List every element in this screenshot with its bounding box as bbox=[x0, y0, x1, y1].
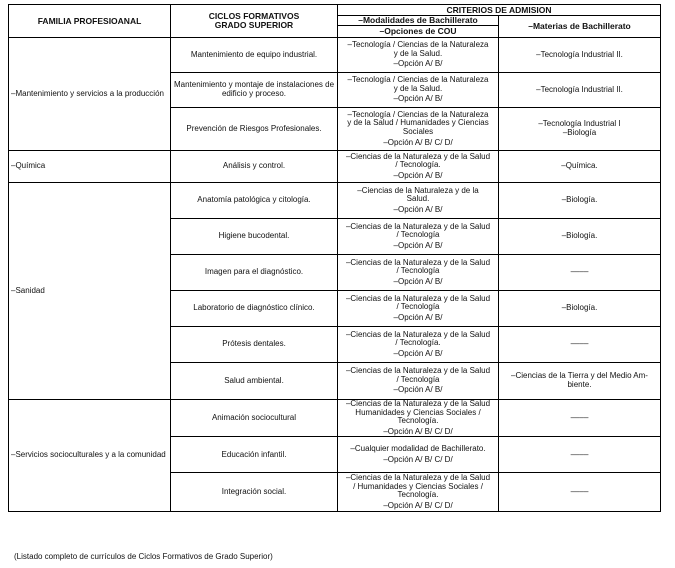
modalidad-line: –Ciencias de la Naturaleza y de la Salud bbox=[345, 221, 491, 231]
materia-line: biente. bbox=[567, 380, 592, 389]
opcion-cou: –Opción A/ B/ bbox=[393, 204, 443, 214]
materia-line: –Biología. bbox=[561, 231, 598, 241]
modalidad-line: Tecnología. bbox=[397, 416, 439, 426]
modalidad-line: –Tecnología / Ciencias de la Naturaleza bbox=[347, 40, 489, 50]
opcion-cou: –Opción A/ B/ bbox=[393, 59, 443, 69]
opcion-cou: –Opción A/ B/ C/ D/ bbox=[383, 454, 453, 464]
header-materias: –Materias de Bachillerato bbox=[499, 16, 661, 38]
materia-cell bbox=[499, 219, 661, 255]
modalidad-line: –Ciencias de la Naturaleza y de la Salud bbox=[345, 473, 491, 483]
opcion-cou: –Opción A/ B/ C/ D/ bbox=[383, 500, 453, 510]
materia-cell bbox=[499, 255, 661, 291]
modalidad-line: –Ciencias de la Naturaleza y de la bbox=[357, 185, 479, 195]
materia-cell bbox=[499, 108, 661, 151]
table-body bbox=[9, 38, 661, 512]
modalidad-cell bbox=[338, 73, 499, 108]
materia-line: –––– bbox=[570, 449, 589, 459]
materia-line: –Biología. bbox=[561, 303, 598, 313]
ciclo-cell: Anatomía patológica y citología. bbox=[171, 183, 338, 219]
modalidad-cell bbox=[338, 255, 499, 291]
familia-cell: –Servicios socioculturales y a la comunidad bbox=[9, 400, 171, 512]
modalidad-cell bbox=[338, 327, 499, 363]
modalidad-line: / Humanidades y Ciencias Sociales / bbox=[353, 481, 483, 491]
familia-cell: –Sanidad bbox=[9, 183, 171, 400]
opcion-cou: –Opción A/ B/ bbox=[393, 385, 443, 395]
materia-line: –––– bbox=[570, 412, 589, 422]
materia-cell bbox=[499, 291, 661, 327]
materia-line: –Ciencias de la Tierra y del Medio Am- bbox=[511, 371, 648, 381]
modalidad-line: –Ciencias de la Naturaleza y de la Salud bbox=[345, 257, 491, 267]
modalidad-line: / Tecnología. bbox=[395, 338, 441, 348]
modalidad-line: –Ciencias de la Naturaleza y de la Salud bbox=[345, 399, 491, 408]
materia-cell bbox=[499, 151, 661, 183]
materia-cell bbox=[499, 38, 661, 73]
modalidad-line: / Tecnología bbox=[396, 266, 440, 276]
ciclo-cell: Salud ambiental. bbox=[171, 363, 338, 400]
opcion-cou: –Opción A/ B/ C/ D/ bbox=[383, 137, 453, 147]
ciclo-cell: Higiene bucodental. bbox=[171, 219, 338, 255]
materia-line: –Biología bbox=[562, 128, 597, 137]
ciclo-cell: Animación sociocultural bbox=[171, 400, 338, 437]
ciclo-cell: Mantenimiento y montaje de instalaciones de edificio y proceso. bbox=[171, 73, 338, 108]
header-ciclos-line1: CICLOS FORMATIVOS bbox=[208, 11, 300, 22]
modalidad-line: Sociales bbox=[402, 127, 434, 136]
modalidad-line: –Ciencias de la Naturaleza y de la Salud bbox=[345, 366, 491, 376]
modalidad-line: Salud. bbox=[406, 194, 430, 204]
materia-cell bbox=[499, 437, 661, 473]
modalidad-line: –Ciencias de la Naturaleza y de la Salud bbox=[345, 329, 491, 339]
modalidad-cell bbox=[338, 473, 499, 512]
header-opciones: –Opciones de COU bbox=[338, 26, 499, 38]
materia-line: –––– bbox=[570, 487, 589, 497]
materia-cell bbox=[499, 73, 661, 108]
opcion-cou: –Opción A/ B/ bbox=[393, 276, 443, 286]
ciclo-cell: Imagen para el diagnóstico. bbox=[171, 255, 338, 291]
modalidad-cell bbox=[338, 151, 499, 183]
materia-cell bbox=[499, 327, 661, 363]
table-row bbox=[9, 400, 661, 437]
opcion-cou: –Opción A/ B/ bbox=[393, 312, 443, 322]
ciclo-cell: Prevención de Riesgos Profesionales. bbox=[171, 108, 338, 151]
modalidad-line: / Tecnología bbox=[396, 230, 440, 240]
opcion-cou: –Opción A/ B/ bbox=[393, 170, 443, 180]
modalidad-cell bbox=[338, 108, 499, 151]
materia-cell bbox=[499, 363, 661, 400]
header-modalidades: –Modalidades de Bachillerato bbox=[338, 16, 499, 26]
header-criterios: CRITERIOS DE ADMISION bbox=[338, 5, 661, 16]
table-row bbox=[9, 38, 661, 73]
modalidad-line: Tecnología. bbox=[397, 490, 439, 500]
header-ciclos-line2: GRADO SUPERIOR bbox=[214, 20, 294, 30]
opcion-cou: –Opción A/ B/ bbox=[393, 348, 443, 358]
modalidad-line: / Tecnología. bbox=[395, 160, 441, 170]
materia-cell bbox=[499, 400, 661, 437]
materia-line: –Tecnología Industrial II. bbox=[536, 49, 623, 59]
modalidad-line: –Tecnología / Ciencias de la Naturaleza bbox=[347, 109, 489, 119]
header-ciclos bbox=[171, 5, 338, 38]
modalidad-line: –Ciencias de la Naturaleza y de la Salud bbox=[345, 293, 491, 303]
modalidad-line: y de la Salud. bbox=[393, 83, 443, 93]
modalidad-cell bbox=[338, 363, 499, 400]
modalidad-cell bbox=[338, 291, 499, 327]
ciclo-cell: Mantenimiento de equipo industrial. bbox=[171, 38, 338, 73]
modalidad-line: –Cualquier modalidad de Bachillerato. bbox=[350, 444, 486, 454]
materia-line: –––– bbox=[570, 339, 589, 349]
materia-cell bbox=[499, 183, 661, 219]
materia-line: –Tecnología Industrial I bbox=[538, 119, 621, 129]
modalidad-cell bbox=[338, 400, 499, 437]
familia-cell: –Química bbox=[9, 151, 171, 183]
modalidad-line: –Ciencias de la Naturaleza y de la Salud bbox=[345, 151, 491, 161]
familia-cell: –Mantenimiento y servicios a la producción bbox=[9, 38, 171, 151]
materia-line: –––– bbox=[570, 267, 589, 277]
opcion-cou: –Opción A/ B/ bbox=[393, 94, 443, 104]
ciclo-cell: Análisis y control. bbox=[171, 151, 338, 183]
admission-criteria-table bbox=[8, 4, 661, 512]
modalidad-line: y de la Salud. bbox=[393, 48, 443, 58]
materia-line: –Biología. bbox=[561, 195, 598, 205]
opcion-cou: –Opción A/ B/ C/ D/ bbox=[383, 426, 453, 436]
ciclo-cell: Educación infantil. bbox=[171, 437, 338, 473]
modalidad-line: / Tecnología bbox=[396, 374, 440, 384]
modalidad-cell bbox=[338, 219, 499, 255]
table-row bbox=[9, 151, 661, 183]
table-row bbox=[9, 183, 661, 219]
header-familia: FAMILIA PROFESIOANAL bbox=[9, 5, 171, 38]
ciclo-cell: Integración social. bbox=[171, 473, 338, 512]
modalidad-line: / Tecnología bbox=[396, 302, 440, 312]
modalidad-line: y de la Salud / Humanidades y Ciencias bbox=[347, 118, 489, 128]
ciclo-cell: Laboratorio de diagnóstico clínico. bbox=[171, 291, 338, 327]
opcion-cou: –Opción A/ B/ bbox=[393, 240, 443, 250]
modalidad-line: –Tecnología / Ciencias de la Naturaleza bbox=[347, 75, 489, 85]
table-caption: (Listado completo de currículos de Ciclos Formativos de Grado Superior) bbox=[14, 552, 273, 561]
materia-line: –Tecnología Industrial II. bbox=[536, 84, 623, 94]
modalidad-cell bbox=[338, 437, 499, 473]
modalidad-line: Humanidades y Ciencias Sociales / bbox=[355, 407, 481, 417]
materia-line: –Química. bbox=[561, 161, 598, 171]
ciclo-cell: Prótesis dentales. bbox=[171, 327, 338, 363]
materia-cell bbox=[499, 473, 661, 512]
modalidad-cell bbox=[338, 38, 499, 73]
modalidad-cell bbox=[338, 183, 499, 219]
